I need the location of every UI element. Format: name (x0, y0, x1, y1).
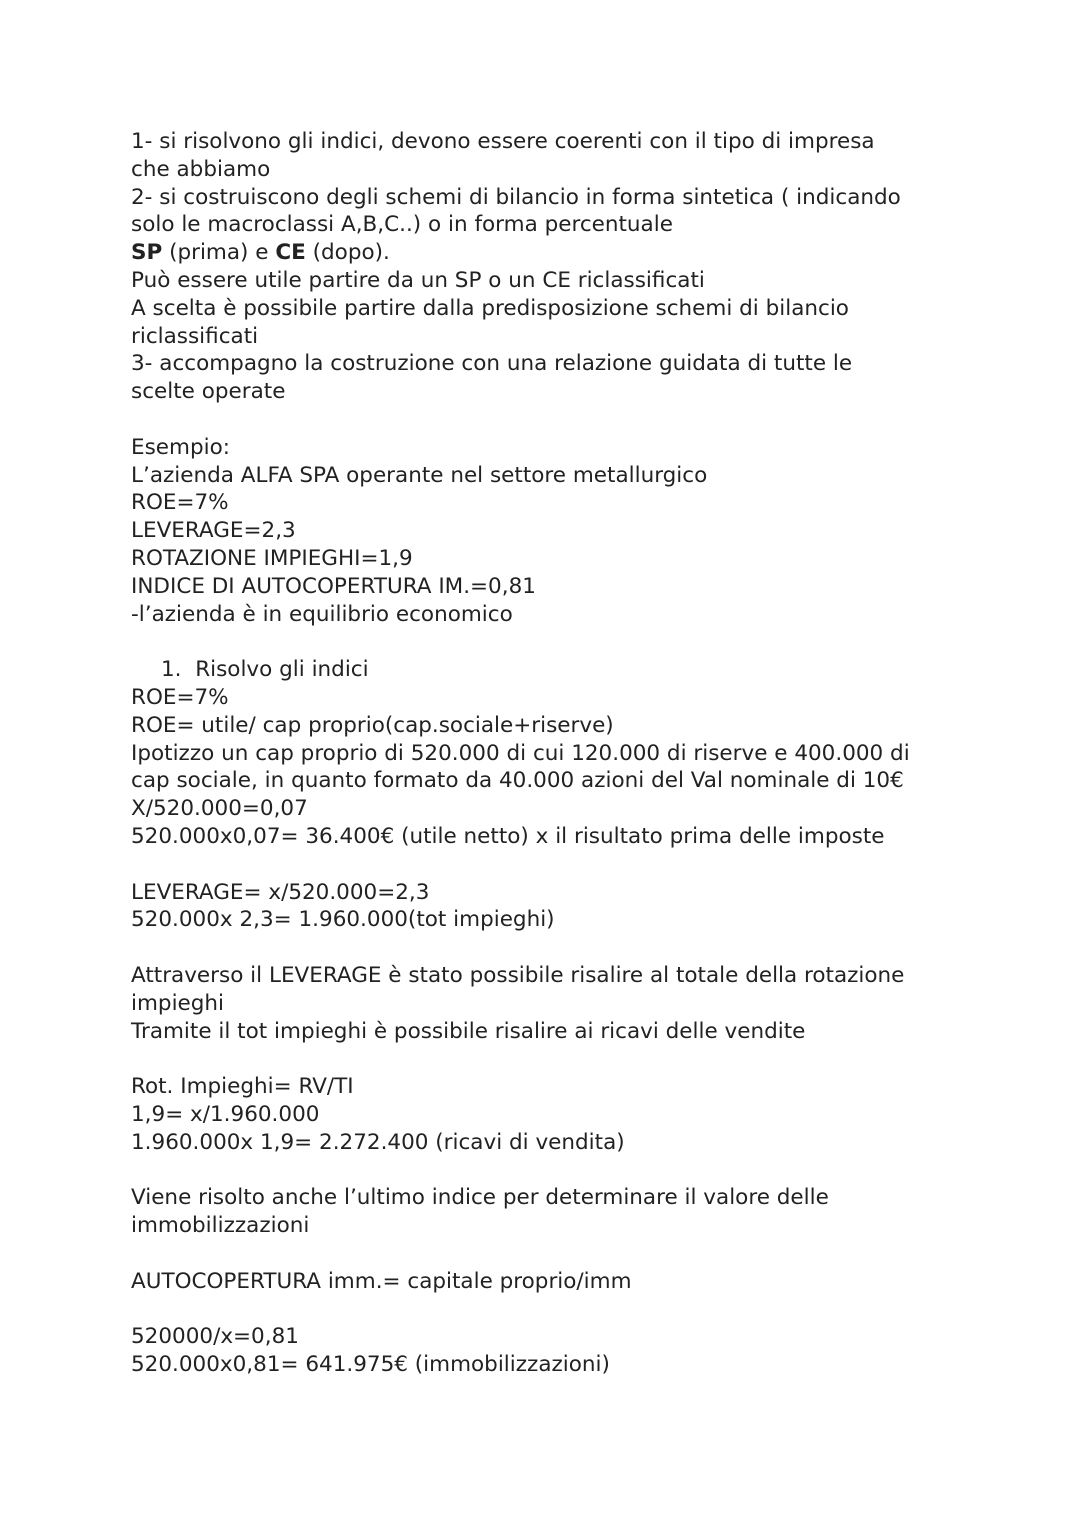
sp-label: SP (131, 240, 163, 266)
solution-tramite: Tramite il tot impieghi è possibile risalire ai ricavi delle vendite (131, 1018, 806, 1044)
solution-rot2: 1,9= x/1.960.000 (131, 1101, 320, 1127)
step2-line4: A scelta è possibile partire dalla predisposizione schemi di bilancio (131, 295, 849, 321)
spacer (131, 406, 1011, 434)
example-autocopertura: INDICE DI AUTOCOPERTURA IM.=0,81 (131, 573, 536, 599)
example-title: Esempio: (131, 434, 230, 460)
sp-rest: (prima) e (162, 240, 276, 266)
solution-ipotesi-line1: Ipotizzo un cap proprio di 520.000 di cui 120.000 di riserve e 400.000 di (131, 740, 910, 766)
step2-line2: solo le macroclassi A,B,C..) o in forma percentuale (131, 212, 673, 238)
spacer (131, 1240, 1011, 1268)
spacer (131, 1156, 1011, 1184)
numbered-list-item (131, 656, 1011, 684)
solution-ipotesi-line2: cap sociale, in quanto formato da 40.000 azioni del Val nominale di 10€ (131, 768, 904, 794)
spacer (131, 628, 1011, 656)
step1-line1: 1- si risolvono gli indici, devono essere coerenti con il tipo di impresa (131, 129, 875, 154)
spacer (131, 934, 1011, 962)
solution-rot1: Rot. Impieghi= RV/TI (131, 1074, 354, 1100)
example-roe: ROE=7% (131, 490, 229, 516)
solution-ultimo-line1: Viene risolto anche l’ultimo indice per determinare il valore delle (131, 1185, 829, 1211)
solution-lev2: 520.000x 2,3= 1.960.000(tot impieghi) (131, 907, 555, 933)
step2-line3: Può essere utile partire da un SP o un CE riclassificati (131, 267, 705, 293)
example-rotazione: ROTAZIONE IMPIEGHI=1,9 (131, 545, 413, 571)
spacer (131, 851, 1011, 879)
spacer (131, 1045, 1011, 1073)
example-equilibrio: -l’azienda è in equilibrio economico (131, 601, 513, 627)
solution-att-line2: impieghi (131, 990, 225, 1016)
solution-att-line1: Attraverso il LEVERAGE è stato possibile risalire al totale della rotazione (131, 962, 905, 988)
solution-eq2: 520.000x0,07= 36.400€ (utile netto) x il risultato prima delle imposte (131, 823, 885, 849)
document-page (131, 128, 1011, 1379)
example-leverage: LEVERAGE=2,3 (131, 518, 296, 544)
spacer (131, 1295, 1011, 1323)
list-label: Risolvo gli indici (195, 657, 369, 683)
step1-line2: che abbiamo (131, 156, 271, 182)
solution-eq1: X/520.000=0,07 (131, 796, 308, 822)
solution-auto1: 520000/x=0,81 (131, 1324, 299, 1350)
list-number: 1. (161, 657, 182, 683)
solution-lev1: LEVERAGE= x/520.000=2,3 (131, 879, 430, 905)
solution-auto2: 520.000x0,81= 641.975€ (immobilizzazioni) (131, 1352, 610, 1378)
solution-ultimo-line2: immobilizzazioni (131, 1213, 310, 1239)
solution-auto-formula: AUTOCOPERTURA imm.= capitale proprio/imm (131, 1268, 632, 1294)
ce-rest: (dopo). (305, 240, 390, 266)
ce-label: CE (275, 240, 306, 266)
step3-line2: scelte operate (131, 379, 286, 405)
solution-roe: ROE=7% (131, 684, 229, 710)
solution-rot3: 1.960.000x 1,9= 2.272.400 (ricavi di vendita) (131, 1129, 625, 1155)
step2-line1: 2- si costruiscono degli schemi di bilancio in forma sintetica ( indicando (131, 184, 901, 210)
sp-ce-line (131, 239, 1011, 267)
step3-line1: 3- accompagno la costruzione con una relazione guidata di tutte le (131, 351, 853, 377)
example-company: L’azienda ALFA SPA operante nel settore metallurgico (131, 462, 708, 488)
step2-line5: riclassificati (131, 323, 259, 349)
solution-roe-formula: ROE= utile/ cap proprio(cap.sociale+riserve) (131, 712, 614, 738)
